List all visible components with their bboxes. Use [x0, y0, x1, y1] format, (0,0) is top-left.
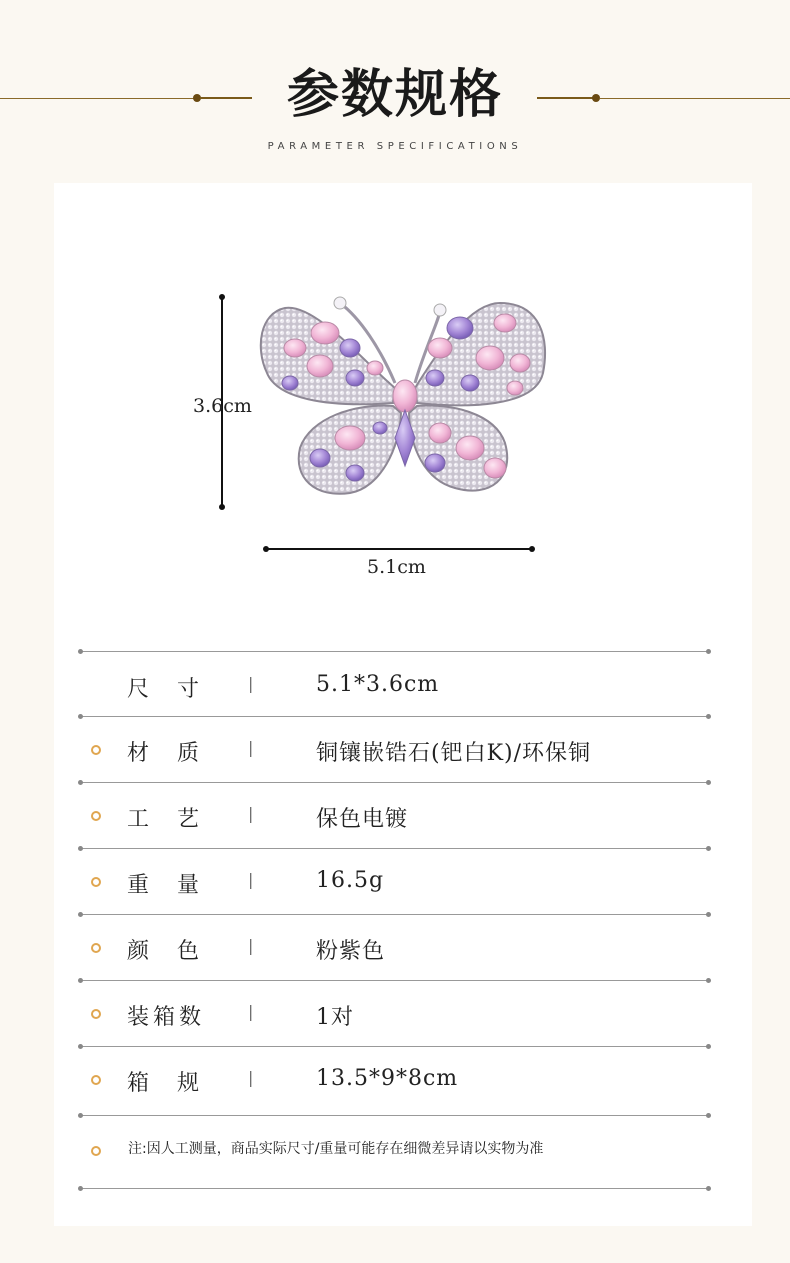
width-label: 5.1cm — [367, 556, 426, 578]
spec-label-char: 规 — [176, 1071, 199, 1096]
spec-label — [127, 802, 199, 833]
row-bullet — [91, 1075, 101, 1085]
page-title: 参数规格 — [286, 64, 503, 125]
row-bullet — [91, 811, 101, 821]
divider-dot-right — [706, 978, 711, 983]
divider-dot-left — [78, 780, 83, 785]
spec-label — [127, 1000, 201, 1031]
divider-dot-right — [706, 780, 711, 785]
spec-label-char: 装 — [127, 1005, 150, 1030]
butterfly-brooch-image — [255, 288, 555, 503]
divider-dot-left — [78, 1113, 83, 1118]
measurement-note: 注:因人工测量，商品实际尺寸/重量可能存在细微差异请以实物为准 — [128, 1141, 544, 1157]
width-dimension-end-left — [263, 546, 269, 552]
height-dimension-end-top — [219, 294, 225, 300]
spec-label-char: 寸 — [176, 677, 199, 702]
spec-value: 铜镶嵌锆石(钯白K)/环保铜 — [316, 741, 592, 766]
table-divider — [80, 716, 710, 717]
spec-label-char: 艺 — [176, 807, 199, 832]
spec-label — [127, 1066, 199, 1097]
table-divider — [80, 782, 710, 783]
spec-separator: | — [248, 1002, 254, 1021]
spec-label-char: 质 — [176, 741, 199, 766]
spec-separator: | — [248, 674, 254, 693]
table-divider — [80, 914, 710, 915]
spec-value: 13.5*9*8cm — [316, 1066, 459, 1091]
spec-value: 1对 — [316, 1005, 354, 1030]
spec-label-char: 色 — [176, 939, 199, 964]
spec-value: 粉紫色 — [316, 939, 386, 964]
spec-label-char: 箱 — [152, 1005, 175, 1030]
spec-value: 16.5g — [316, 868, 385, 893]
divider-dot-left — [78, 1186, 83, 1191]
row-bullet — [91, 1009, 101, 1019]
divider-dot-right — [706, 714, 711, 719]
divider-dot-left — [78, 714, 83, 719]
spec-separator: | — [248, 738, 254, 757]
spec-label-char: 工 — [127, 807, 150, 832]
divider-dot-left — [78, 649, 83, 654]
note-bullet — [91, 1146, 101, 1156]
table-divider — [80, 1188, 710, 1189]
spec-label-char: 尺 — [127, 677, 150, 702]
spec-separator: | — [248, 936, 254, 955]
spec-label-char: 材 — [127, 741, 150, 766]
table-divider — [80, 980, 710, 981]
divider-dot-left — [78, 912, 83, 917]
divider-dot-right — [706, 1186, 711, 1191]
divider-dot-right — [706, 846, 711, 851]
page-header — [0, 0, 790, 180]
spec-label-char: 重 — [127, 873, 150, 898]
table-divider — [80, 651, 710, 652]
divider-dot-right — [706, 649, 711, 654]
spec-label-char: 箱 — [127, 1071, 150, 1096]
divider-dot-left — [78, 846, 83, 851]
width-dimension-end-right — [529, 546, 535, 552]
divider-dot-left — [78, 1044, 83, 1049]
spec-value: 保色电镀 — [316, 807, 409, 832]
spec-separator: | — [248, 870, 254, 889]
spec-label-char: 颜 — [127, 939, 150, 964]
row-bullet — [91, 877, 101, 887]
spec-label-char: 数 — [178, 1005, 201, 1030]
divider-dot-right — [706, 1044, 711, 1049]
divider-dot-right — [706, 912, 711, 917]
spec-label-char: 量 — [176, 873, 199, 898]
height-dimension-end-bottom — [219, 504, 225, 510]
page-subtitle: PARAMETER SPECIFICATIONS — [267, 141, 523, 152]
spec-label — [127, 736, 199, 767]
spec-separator: | — [248, 1068, 254, 1087]
row-bullet — [91, 745, 101, 755]
spec-label — [127, 672, 199, 703]
divider-dot-left — [78, 978, 83, 983]
spec-value: 5.1*3.6cm — [316, 672, 440, 697]
table-divider — [80, 1046, 710, 1047]
width-dimension-line — [266, 548, 532, 550]
height-label: 3.6cm — [193, 395, 252, 417]
spec-label — [127, 934, 199, 965]
row-bullet — [91, 943, 101, 953]
spec-label — [127, 868, 199, 899]
table-divider — [80, 848, 710, 849]
divider-dot-right — [706, 1113, 711, 1118]
table-divider — [80, 1115, 710, 1116]
spec-separator: | — [248, 804, 254, 823]
